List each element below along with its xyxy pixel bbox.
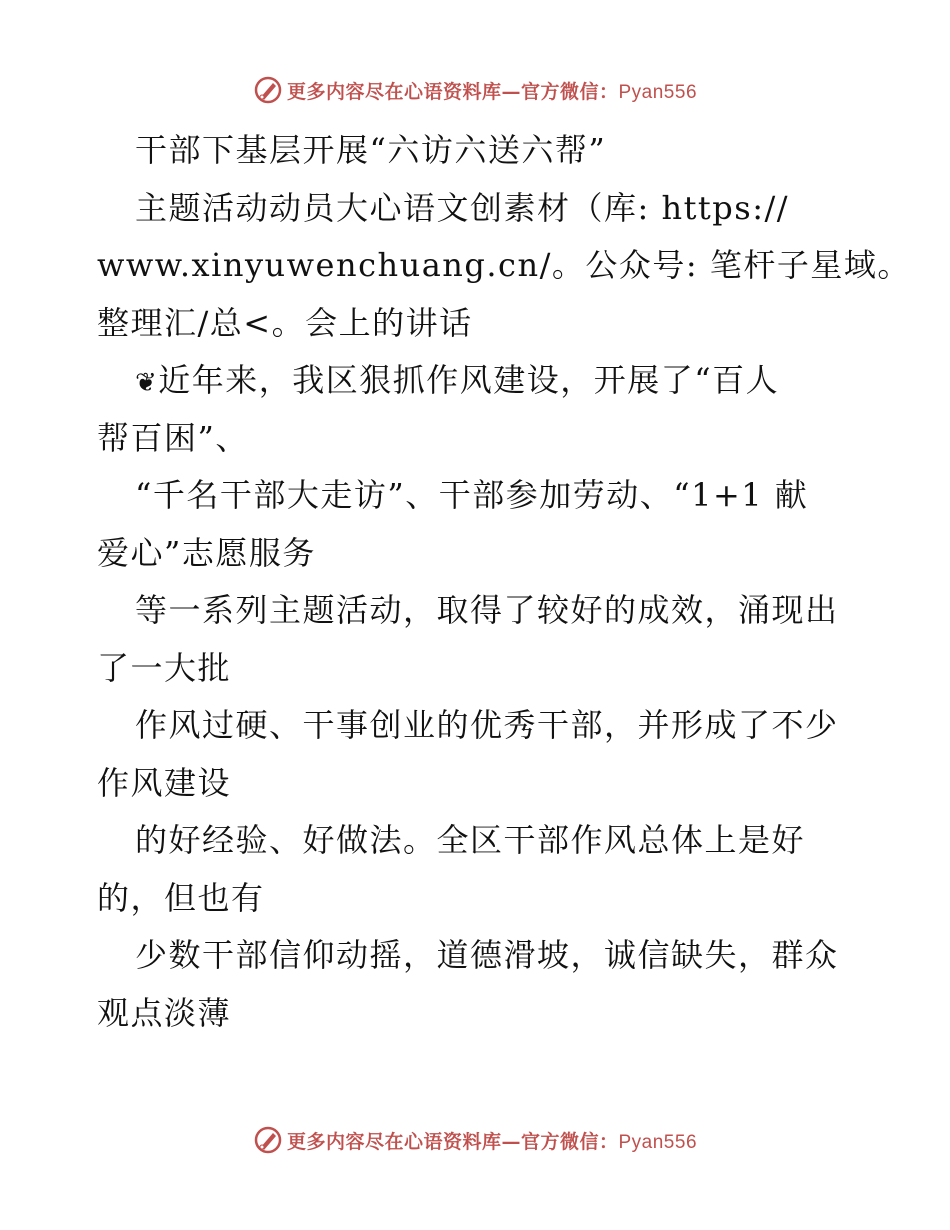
header-banner-label: 更多内容尽在心语资料库—官方微信：	[286, 80, 619, 103]
paragraph-line-10: 的，但也有	[97, 878, 265, 917]
footer-wechat-id: Pyan556	[618, 1131, 698, 1153]
paragraph-line-6: 了一大批	[97, 648, 232, 687]
footer-banner-text	[287, 1127, 697, 1154]
document-body	[97, 122, 911, 1042]
paragraph-line-4: 爱心”志愿服务	[97, 533, 316, 572]
footer-banner-label: 更多内容尽在心语资料库—官方微信：	[286, 1130, 619, 1153]
paragraph-line-1	[97, 352, 857, 410]
paragraph-line-12: 观点淡薄	[97, 993, 232, 1032]
pen-logo-icon	[253, 1125, 283, 1155]
paragraph-line-8: 作风建设	[97, 763, 232, 802]
header-banner	[0, 70, 950, 110]
title-line-3: www.xinyuwenchuang.cn/。公众号: 笔杆子星域。	[97, 246, 911, 284]
title-line-4: 整理汇/总<。会上的讲话	[97, 303, 473, 342]
paragraph-line-3: “千名干部大走访”、干部参加劳动、“1+1 献	[135, 476, 809, 514]
paragraph-line-2: 帮百困”、	[97, 418, 249, 457]
pen-logo-icon	[253, 75, 283, 105]
header-wechat-id: Pyan556	[618, 81, 698, 103]
footer-banner	[0, 1120, 950, 1160]
title-line-2: 主题活动动员大心语文创素材（库: https://	[135, 188, 790, 227]
ornament-icon: ❦	[135, 368, 159, 398]
header-banner-text	[287, 77, 697, 104]
paragraph-line-1-text: 近年来，我区狠抓作风建设，开展了“百人	[158, 361, 780, 399]
title-line-1: 干部下基层开展“六访六送六帮”	[135, 131, 607, 169]
paragraph-line-5: 等一系列主题活动，取得了较好的成效，涌现出	[135, 591, 839, 629]
paragraph-line-11: 少数干部信仰动摇，道德滑坡，诚信缺失，群众	[135, 936, 839, 974]
paragraph-line-9: 的好经验、好做法。全区干部作风总体上是好	[135, 821, 806, 859]
paragraph-line-7: 作风过硬、干事创业的优秀干部，并形成了不少	[135, 706, 839, 744]
